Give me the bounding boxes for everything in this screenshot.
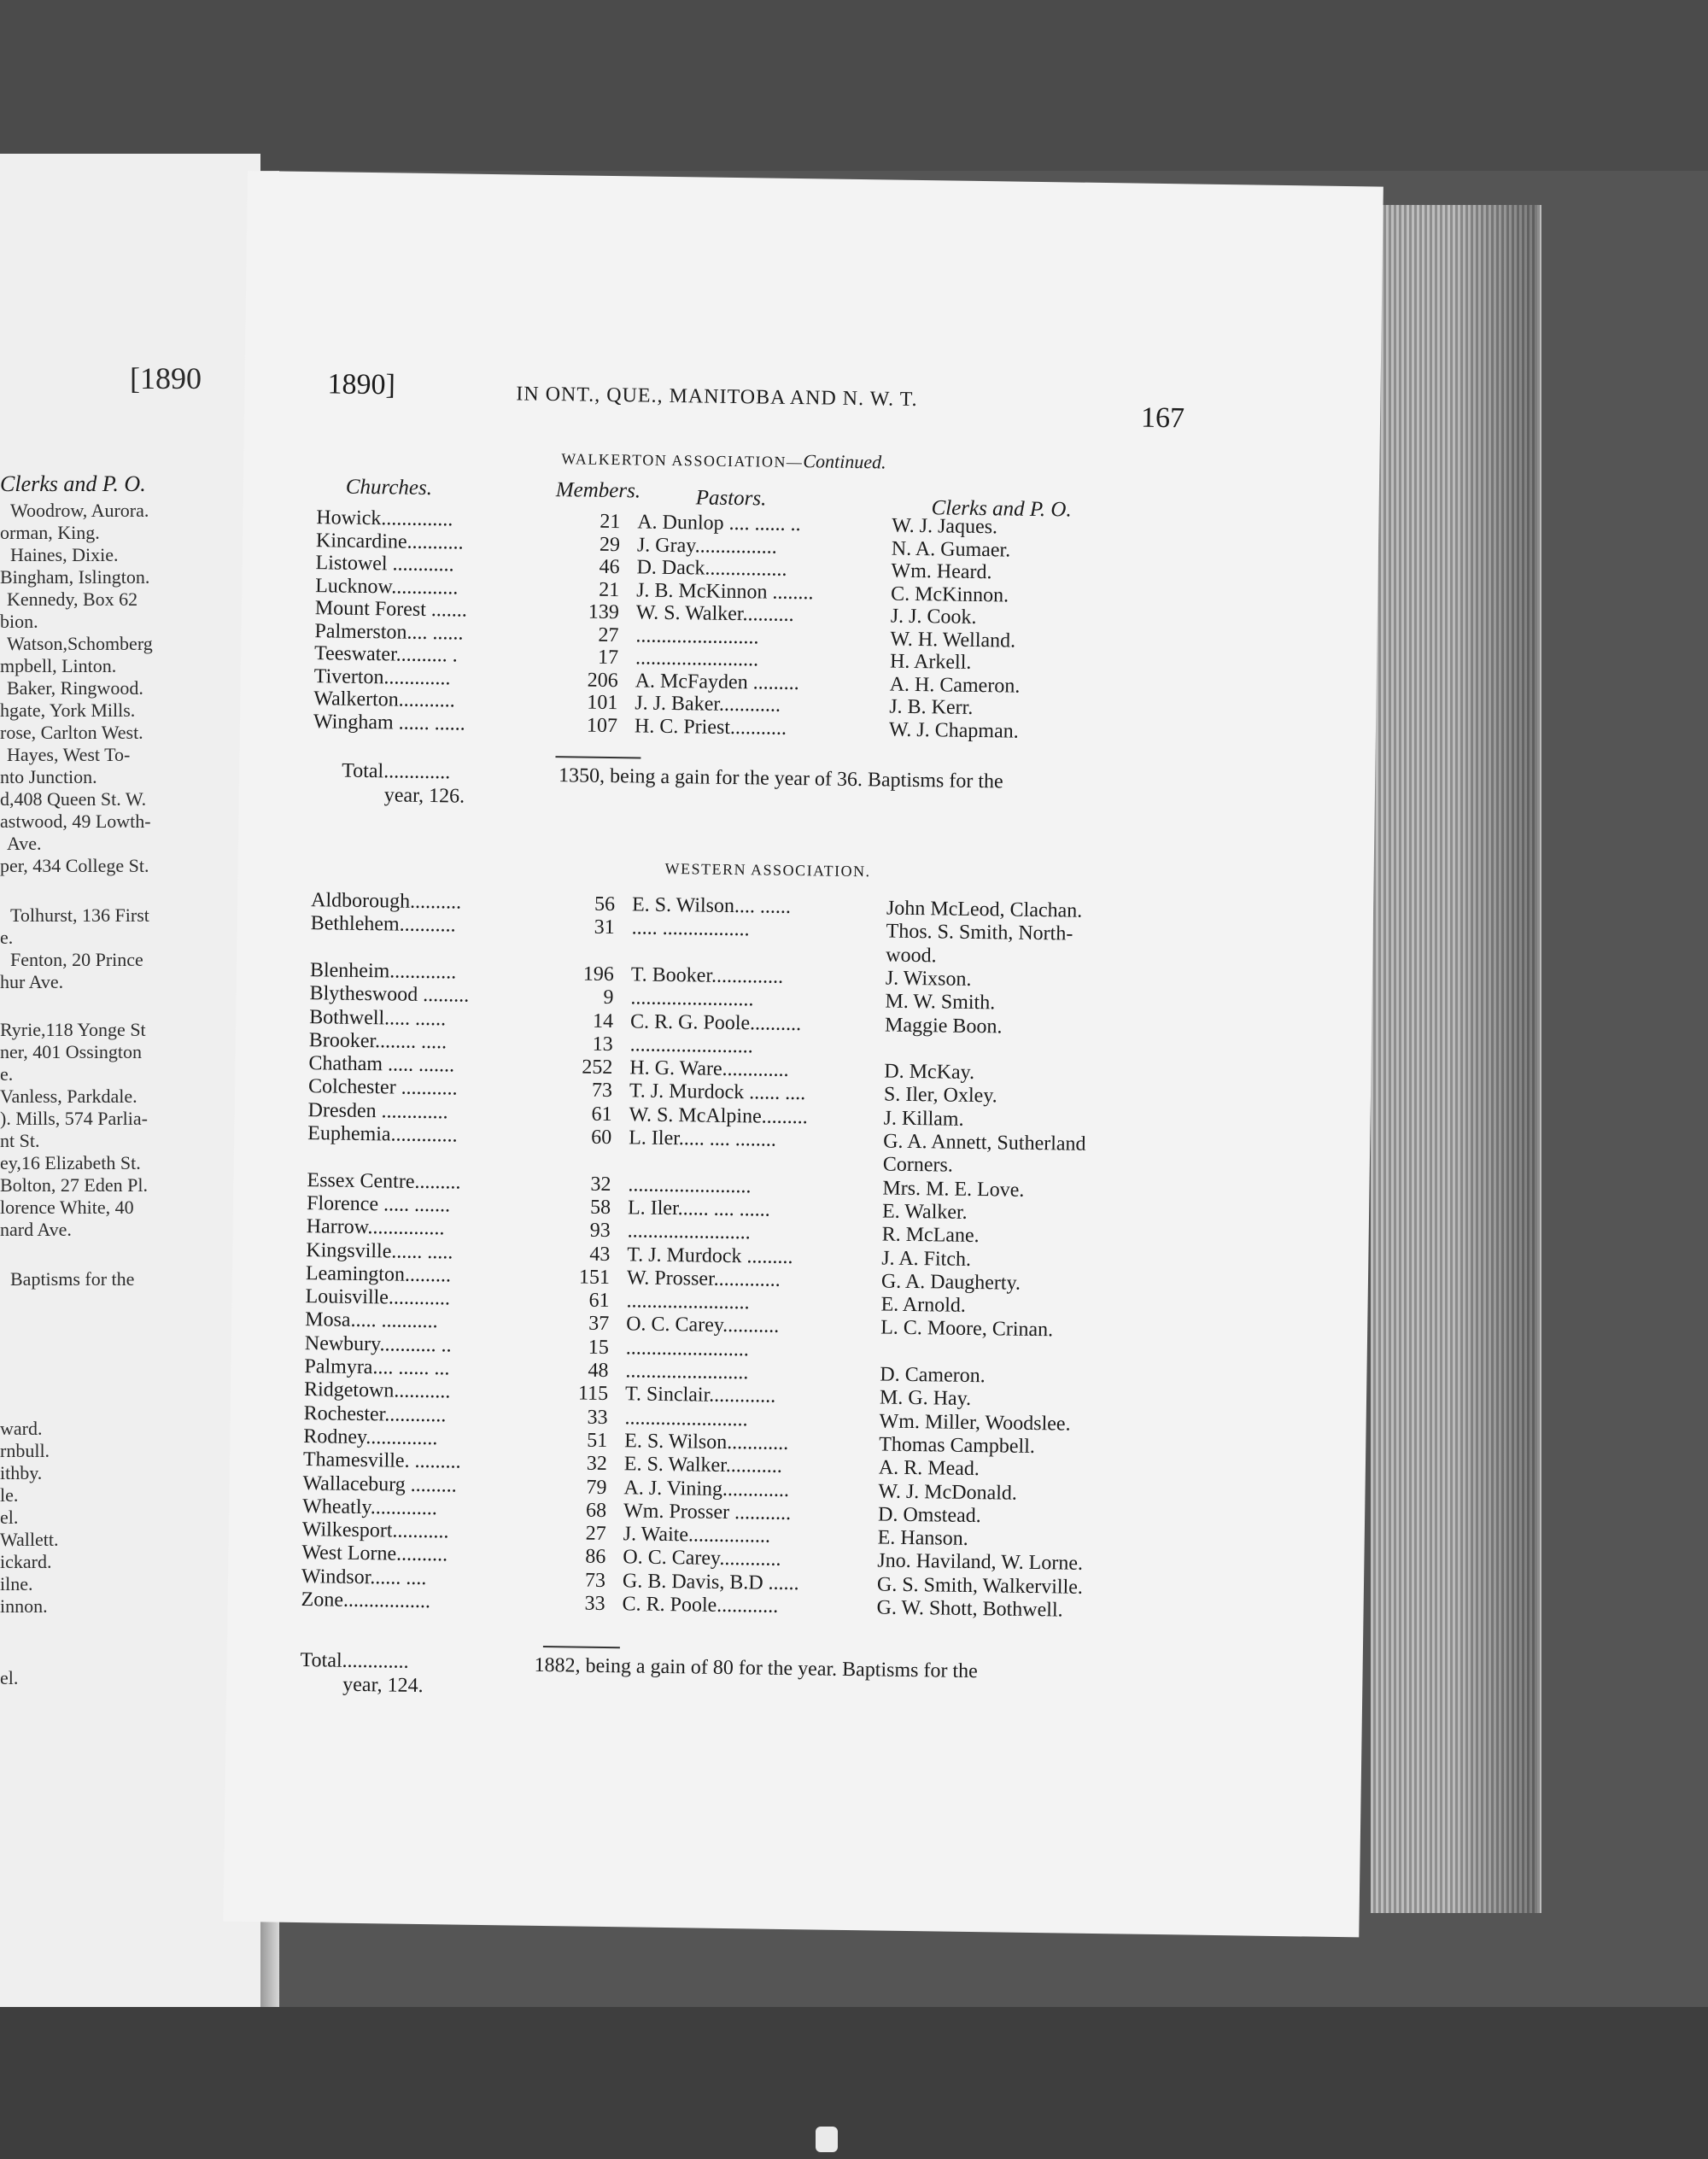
church-cell: Chatham ..... ....... bbox=[308, 1052, 455, 1077]
church-cell: Aldborough.......... bbox=[310, 889, 462, 914]
clerk-cell: A. H. Cameron. bbox=[889, 673, 1021, 698]
left-fragment-line: el. bbox=[0, 1667, 19, 1688]
left-fragment-line: rnbull. bbox=[0, 1440, 50, 1461]
pastor-cell: ........................ bbox=[625, 1337, 749, 1361]
church-cell: Howick.............. bbox=[316, 506, 453, 531]
clerk-cell: Wm. Heard. bbox=[891, 559, 992, 584]
column-header-clerks: Clerks and P. O. bbox=[931, 496, 1072, 522]
left-fragment-line: innon. bbox=[0, 1595, 48, 1617]
members-cell: 14 bbox=[592, 1009, 614, 1033]
church-cell: Tiverton............. bbox=[313, 664, 451, 689]
left-fragment-line: Vanless, Parkdale. bbox=[0, 1085, 137, 1107]
western-total-rule bbox=[543, 1646, 620, 1648]
western-total-label: Total............. bbox=[300, 1649, 409, 1673]
members-cell: 61 bbox=[588, 1289, 610, 1313]
clerk-cell: C. McKinnon. bbox=[890, 582, 1009, 606]
clerk-cell: Thos. S. Smith, North- bbox=[886, 920, 1073, 945]
members-cell: 17 bbox=[597, 646, 619, 670]
members-cell: 27 bbox=[585, 1522, 606, 1546]
pastor-cell: ........................ bbox=[627, 1220, 751, 1244]
pastor-cell: ........................ bbox=[624, 1406, 748, 1431]
left-fragment-line: Bingham, Islington. bbox=[0, 566, 150, 588]
page-year-label: 1890] bbox=[327, 368, 396, 401]
church-cell: Ridgetown........... bbox=[303, 1378, 451, 1403]
clerk-cell: Thomas Campbell. bbox=[879, 1433, 1036, 1458]
left-fragment-line: Fenton, 20 Prince bbox=[10, 949, 143, 970]
church-cell: Essex Centre......... bbox=[307, 1168, 461, 1194]
walkerton-title-continued: Continued. bbox=[803, 450, 886, 473]
pastor-cell: A. J. Vining............. bbox=[623, 1476, 790, 1501]
left-fragment-line: ithby. bbox=[0, 1462, 43, 1483]
clerk-cell: J. J. Cook. bbox=[890, 605, 977, 629]
left-fragment-line: d,408 Queen St. W. bbox=[0, 788, 147, 810]
pastor-cell: Wm. Prosser ........... bbox=[623, 1500, 792, 1524]
church-cell: Zone................. bbox=[301, 1589, 431, 1613]
church-cell: Walkerton........... bbox=[313, 687, 455, 712]
church-cell: Kincardine........... bbox=[315, 529, 464, 554]
left-fragment-line: nt St. bbox=[0, 1130, 40, 1151]
background-bottom bbox=[0, 2007, 1708, 2159]
pastor-cell: D. Dack................ bbox=[636, 556, 787, 581]
members-cell: 51 bbox=[587, 1429, 608, 1452]
bottom-film-mark bbox=[816, 2127, 838, 2152]
church-cell: Wingham ...... ...... bbox=[313, 710, 465, 735]
clerk-cell: D. McKay. bbox=[884, 1060, 975, 1085]
members-cell: 93 bbox=[589, 1219, 611, 1243]
church-cell: Wheatly............. bbox=[301, 1495, 438, 1520]
church-cell: Thamesville. ......... bbox=[302, 1448, 461, 1473]
walkerton-association-title bbox=[561, 447, 886, 473]
members-cell: 56 bbox=[594, 892, 616, 916]
pastor-cell: H. C. Priest........... bbox=[634, 714, 787, 740]
church-cell: Teeswater.......... . bbox=[313, 642, 458, 667]
clerk-cell: M. W. Smith. bbox=[885, 990, 996, 1015]
members-cell: 73 bbox=[584, 1569, 606, 1592]
pastor-cell: J. Gray................ bbox=[636, 533, 777, 559]
pastor-cell: T. Sinclair............. bbox=[624, 1383, 776, 1408]
western-total-cont: year, 124. bbox=[342, 1673, 424, 1698]
members-cell: 139 bbox=[588, 600, 620, 624]
left-fragment-line: hur Ave. bbox=[0, 971, 64, 992]
clerk-cell: W. J. McDonald. bbox=[878, 1479, 1018, 1505]
left-fragment-line: Watson,Schomberg bbox=[7, 633, 153, 654]
clerk-cell: wood. bbox=[886, 944, 937, 967]
members-cell: 151 bbox=[578, 1266, 611, 1289]
pastor-cell: J. B. McKinnon ........ bbox=[636, 578, 814, 604]
members-cell: 33 bbox=[584, 1592, 605, 1616]
pastor-cell: G. B. Davis, B.D ...... bbox=[622, 1569, 799, 1594]
clerk-cell: G. W. Shott, Bothwell. bbox=[876, 1596, 1063, 1622]
clerk-cell: W. J. Chapman. bbox=[888, 718, 1019, 743]
pastor-cell: C. R. G. Poole.......... bbox=[629, 1009, 802, 1035]
left-fragment-line: e. bbox=[0, 927, 14, 948]
western-total-text: 1882, being a gain of 80 for the year. Baptisms for the bbox=[534, 1653, 978, 1683]
clerk-cell: N. A. Gumaer. bbox=[891, 537, 1011, 562]
left-fragment-line: ward. bbox=[0, 1418, 43, 1439]
church-cell: Rodney.............. bbox=[303, 1425, 438, 1450]
left-fragment-line: ner, 401 Ossington bbox=[0, 1041, 142, 1062]
clerk-cell: W. J. Jaques. bbox=[892, 514, 998, 539]
pastor-cell: ..... ................. bbox=[631, 916, 750, 941]
pastor-cell: ........................ bbox=[625, 1360, 749, 1384]
church-cell: Lucknow............. bbox=[315, 574, 459, 599]
church-cell: Dresden ............. bbox=[307, 1098, 448, 1124]
clerk-cell: H. Arkell. bbox=[889, 650, 972, 674]
pastor-cell: ........................ bbox=[628, 1173, 752, 1197]
pastor-cell: ........................ bbox=[626, 1290, 750, 1314]
church-cell: Blenheim............. bbox=[309, 959, 457, 984]
church-cell: Wallaceburg ......... bbox=[302, 1472, 457, 1497]
running-head: IN ONT., QUE., MANITOBA AND N. W. T. bbox=[516, 383, 918, 411]
left-fragment-line: Kennedy, Box 62 bbox=[7, 588, 138, 610]
left-column-title: Clerks and P. O. bbox=[0, 471, 146, 496]
left-fragment-line: Ave. bbox=[7, 833, 42, 854]
clerk-cell: J. Killam. bbox=[883, 1107, 964, 1131]
members-cell: 37 bbox=[588, 1313, 610, 1336]
church-cell: Kingsville...... ..... bbox=[306, 1238, 453, 1263]
left-fragment-line: Wallett. bbox=[0, 1529, 59, 1550]
church-cell: Brooker........ ..... bbox=[308, 1028, 447, 1054]
left-fragment-line: ickard. bbox=[0, 1551, 52, 1572]
pastor-cell: C. R. Poole............ bbox=[622, 1593, 779, 1618]
left-fragment-line: lorence White, 40 bbox=[0, 1197, 134, 1218]
clerk-cell: J. A. Fitch. bbox=[881, 1246, 972, 1271]
members-cell: 33 bbox=[587, 1406, 608, 1429]
left-page-header: [1890 bbox=[130, 361, 202, 395]
left-fragment-line: hgate, York Mills. bbox=[0, 699, 136, 721]
pastor-cell: E. S. Wilson.... ...... bbox=[631, 893, 792, 918]
clerk-cell: Jno. Haviland, W. Lorne. bbox=[877, 1549, 1084, 1576]
column-header-pastors: Pastors. bbox=[695, 486, 767, 511]
members-cell: 29 bbox=[599, 533, 621, 556]
left-fragment-line: rose, Carlton West. bbox=[0, 722, 143, 743]
clerk-cell: G. A. Annett, Sutherland bbox=[883, 1130, 1086, 1156]
clerk-cell: L. C. Moore, Crinan. bbox=[880, 1316, 1054, 1342]
clerk-cell: Corners. bbox=[882, 1153, 953, 1177]
church-cell: Leamington......... bbox=[305, 1261, 452, 1287]
church-cell: Mosa..... ........... bbox=[305, 1308, 438, 1333]
left-fragment-line: ilne. bbox=[0, 1573, 33, 1594]
church-cell: Colchester ........... bbox=[307, 1075, 458, 1100]
pastor-cell: A. Dunlop .... ...... .. bbox=[637, 511, 801, 536]
pastor-cell: W. Prosser............. bbox=[626, 1267, 781, 1291]
pastor-cell: O. C. Carey........... bbox=[626, 1313, 780, 1338]
clerk-cell: Mrs. M. E. Love. bbox=[882, 1177, 1025, 1202]
left-fragment-line: le. bbox=[0, 1484, 19, 1506]
members-cell: 13 bbox=[592, 1033, 613, 1056]
left-fragment-line: Ryrie,118 Yonge St bbox=[0, 1019, 146, 1040]
clerk-cell: J. B. Kerr. bbox=[889, 695, 974, 719]
members-cell: 15 bbox=[588, 1336, 609, 1359]
members-cell: 48 bbox=[588, 1359, 609, 1383]
members-cell: 115 bbox=[577, 1382, 609, 1406]
members-cell: 27 bbox=[598, 623, 619, 647]
members-cell: 32 bbox=[590, 1173, 611, 1196]
left-fragment-line: el. bbox=[0, 1507, 19, 1528]
pastor-cell: T. Booker.............. bbox=[630, 963, 784, 988]
members-cell: 21 bbox=[599, 578, 620, 601]
members-cell: 68 bbox=[585, 1499, 607, 1522]
pastor-cell: E. S. Walker........... bbox=[623, 1453, 783, 1478]
left-fragment-line: Hayes, West To- bbox=[7, 744, 131, 765]
left-fragment-line: mpbell, Linton. bbox=[0, 655, 117, 676]
church-cell: Blytheswood ......... bbox=[309, 982, 470, 1007]
church-cell: Harrow............... bbox=[306, 1215, 445, 1240]
church-cell: Bethlehem........... bbox=[310, 912, 456, 937]
pastor-cell: ........................ bbox=[635, 623, 759, 648]
left-fragment-line: Baker, Ringwood. bbox=[7, 677, 143, 699]
members-cell: 107 bbox=[586, 714, 618, 737]
members-cell: 43 bbox=[589, 1243, 611, 1266]
left-fragment-line: per, 434 College St. bbox=[0, 855, 149, 876]
clerk-cell: J. Wixson. bbox=[885, 967, 972, 991]
left-fragment-line: ey,16 Elizabeth St. bbox=[0, 1152, 141, 1173]
clerk-cell: E. Hanson. bbox=[877, 1526, 968, 1551]
pastor-cell: L. Iler..... .... ........ bbox=[629, 1126, 777, 1151]
walkerton-total-label: Total............. bbox=[342, 759, 451, 784]
pastor-cell: J. J. Baker............ bbox=[635, 692, 781, 717]
walkerton-total-cont: year, 126. bbox=[383, 784, 465, 808]
walkerton-total-text: 1350, being a gain for the year of 36. Baptisms for the bbox=[558, 764, 1003, 793]
pastor-cell: ........................ bbox=[635, 647, 759, 671]
left-fragment-line: Bolton, 27 Eden Pl. bbox=[0, 1174, 148, 1196]
left-fragment-line: Haines, Dixie. bbox=[10, 544, 119, 565]
clerk-cell: D. Omstead. bbox=[877, 1503, 981, 1527]
members-cell: 252 bbox=[582, 1056, 613, 1080]
right-page bbox=[223, 171, 1383, 1937]
left-fragment-line: astwood, 49 Lowth- bbox=[0, 810, 151, 832]
pastor-cell: H. G. Ware............. bbox=[629, 1056, 789, 1082]
left-fragment-line: bion. bbox=[0, 611, 38, 632]
pastor-cell: E. S. Wilson............ bbox=[624, 1430, 789, 1454]
left-page bbox=[0, 154, 260, 2007]
clerk-cell: R. McLane. bbox=[881, 1223, 980, 1248]
column-header-churches: Churches. bbox=[345, 475, 433, 500]
walkerton-title-text: WALKERTON ASSOCIATION— bbox=[561, 450, 804, 471]
pastor-cell: J. Waite................ bbox=[623, 1523, 771, 1548]
pastor-cell: T. J. Murdock ...... .... bbox=[629, 1080, 806, 1105]
pastor-cell: ........................ bbox=[629, 1033, 753, 1058]
church-cell: Wilkesport........... bbox=[301, 1518, 449, 1543]
western-association-title: WESTERN ASSOCIATION. bbox=[664, 859, 871, 881]
clerk-cell: M. G. Hay. bbox=[879, 1386, 972, 1411]
members-cell: 9 bbox=[603, 986, 614, 1009]
church-cell: Bothwell..... ...... bbox=[308, 1005, 447, 1030]
members-cell: 79 bbox=[586, 1476, 607, 1499]
left-fragment-line: orman, King. bbox=[0, 522, 100, 543]
members-cell: 32 bbox=[586, 1452, 608, 1476]
left-fragment-line: e. bbox=[0, 1063, 14, 1085]
pastor-cell: W. S. Walker.......... bbox=[635, 601, 794, 626]
members-cell bbox=[563, 939, 614, 940]
church-cell: Mount Forest ....... bbox=[314, 597, 468, 622]
background-top bbox=[0, 0, 1708, 171]
page-edges-shadow bbox=[1452, 205, 1537, 1913]
clerk-cell: G. S. Smith, Walkerville. bbox=[876, 1573, 1084, 1599]
clerk-cell: E. Arnold. bbox=[880, 1293, 967, 1317]
page-number: 167 bbox=[1140, 401, 1185, 435]
members-cell: 73 bbox=[591, 1080, 613, 1103]
pastor-cell: O. C. Carey............ bbox=[623, 1546, 781, 1571]
church-cell: Listowel ............ bbox=[315, 552, 454, 576]
members-cell: 101 bbox=[587, 691, 618, 715]
members-cell: 196 bbox=[582, 962, 615, 986]
pastor-cell: A. McFayden ......... bbox=[635, 669, 799, 694]
church-cell: West Lorne.......... bbox=[301, 1542, 448, 1566]
church-cell: Palmyra.... ...... ... bbox=[304, 1355, 450, 1380]
members-cell: 21 bbox=[600, 510, 621, 534]
church-cell: Louisville............ bbox=[305, 1285, 451, 1310]
pastor-cell: W. S. McAlpine......... bbox=[629, 1103, 808, 1128]
clerk-cell: S. Iler, Oxley. bbox=[883, 1083, 997, 1108]
clerk-cell: G. A. Daugherty. bbox=[880, 1270, 1021, 1295]
left-fragment-line: Tolhurst, 136 First bbox=[10, 904, 149, 926]
clerk-cell: D. Cameron. bbox=[880, 1363, 986, 1388]
pastor-cell: ........................ bbox=[630, 986, 754, 1011]
church-cell: Windsor...... .... bbox=[301, 1565, 427, 1589]
left-fragment-line: Woodrow, Aurora. bbox=[10, 500, 149, 521]
church-cell: Palmerston.... ...... bbox=[314, 619, 464, 645]
walkerton-total-rule bbox=[555, 756, 640, 758]
column-header-members: Members. bbox=[555, 478, 641, 503]
members-cell: 60 bbox=[591, 1126, 612, 1150]
members-cell: 61 bbox=[591, 1103, 612, 1126]
clerk-cell: Maggie Boon. bbox=[884, 1014, 1003, 1038]
left-fragment-line: nto Junction. bbox=[0, 766, 97, 787]
church-cell: Rochester............ bbox=[303, 1401, 447, 1426]
clerk-cell: E. Walker. bbox=[881, 1200, 968, 1224]
members-cell: 58 bbox=[589, 1196, 611, 1219]
clerk-cell: Wm. Miller, Woodslee. bbox=[879, 1410, 1071, 1436]
clerk-cell: John McLeod, Clachan. bbox=[886, 897, 1083, 922]
clerk-cell: W. H. Welland. bbox=[890, 628, 1016, 652]
left-fragment-line: ). Mills, 574 Parlia- bbox=[0, 1108, 148, 1129]
left-fragment-line: nard Ave. bbox=[0, 1219, 72, 1240]
church-cell: Florence ..... ....... bbox=[306, 1191, 451, 1217]
church-cell: Euphemia............. bbox=[307, 1122, 458, 1147]
left-fragment-line: Baptisms for the bbox=[10, 1268, 135, 1290]
clerk-cell: A. R. Mead. bbox=[878, 1456, 980, 1481]
members-cell: 46 bbox=[599, 555, 620, 579]
pastor-cell: T. J. Murdock ......... bbox=[627, 1243, 793, 1268]
members-cell: 206 bbox=[587, 669, 618, 692]
pastor-cell: L. Iler...... .... ...... bbox=[627, 1197, 770, 1221]
church-cell: Newbury........... .. bbox=[304, 1331, 452, 1357]
members-cell: 31 bbox=[594, 916, 615, 939]
members-cell: 86 bbox=[585, 1546, 606, 1569]
